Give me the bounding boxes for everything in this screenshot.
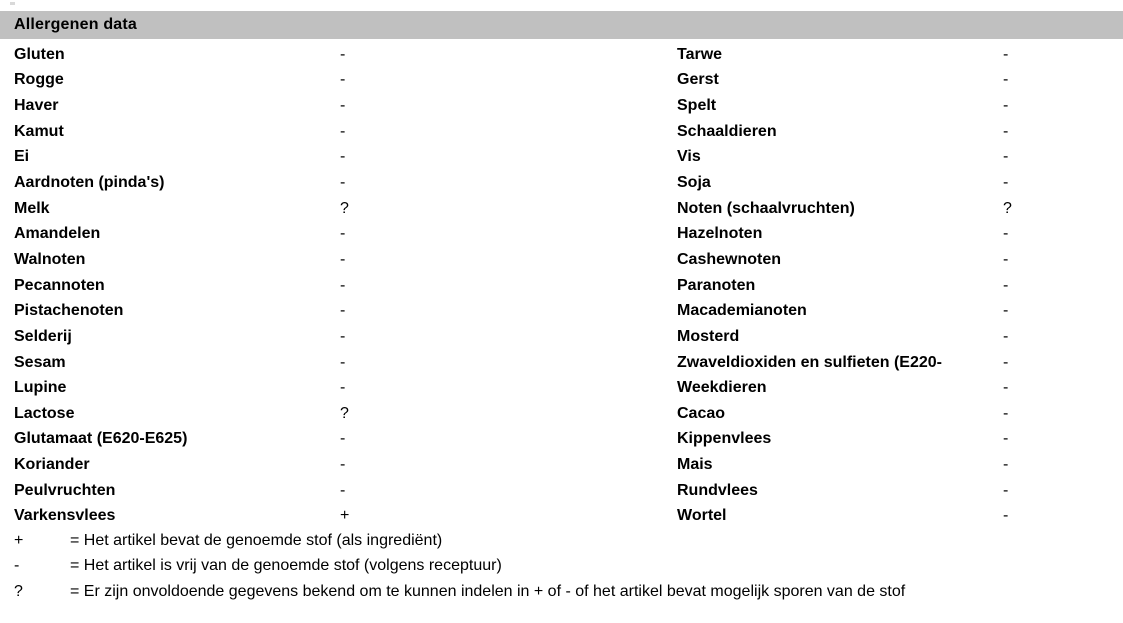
allergen-value-right: - — [1003, 250, 1009, 268]
legend-symbol: - — [14, 557, 20, 575]
allergen-label-right: Spelt — [677, 97, 717, 115]
allergen-value-right: - — [1003, 225, 1009, 243]
allergen-value-left: + — [340, 507, 350, 525]
allergen-value-left: - — [340, 122, 346, 140]
allergen-label-right: Schaaldieren — [677, 122, 777, 140]
allergen-label-right: Vis — [677, 148, 701, 166]
allergen-value-left: - — [340, 225, 346, 243]
allergen-value-right: - — [1003, 430, 1009, 448]
allergen-label-left: Koriander — [14, 456, 90, 474]
allergen-label-right: Noten (schaalvruchten) — [677, 199, 855, 217]
allergen-value-right: - — [1003, 456, 1009, 474]
allergen-label-left: Rogge — [14, 71, 64, 89]
allergen-value-left: - — [340, 481, 346, 499]
allergen-label-left: Gluten — [14, 45, 65, 63]
allergen-value-right: - — [1003, 276, 1009, 294]
allergen-value-right: - — [1003, 174, 1009, 192]
allergen-value-left: - — [340, 250, 346, 268]
allergen-value-right: - — [1003, 353, 1009, 371]
legend — [0, 528, 1123, 605]
section-header — [0, 11, 1123, 39]
allergen-label-right: Weekdieren — [677, 379, 767, 397]
scan-artifact — [10, 2, 15, 5]
allergen-value-left: - — [340, 276, 346, 294]
allergen-value-left: - — [340, 45, 346, 63]
allergen-value-right: - — [1003, 45, 1009, 63]
allergen-value-right: - — [1003, 481, 1009, 499]
allergen-label-left: Sesam — [14, 353, 66, 371]
allergen-label-right: Paranoten — [677, 276, 756, 294]
allergen-label-left: Walnoten — [14, 250, 86, 268]
allergen-value-left: - — [340, 174, 346, 192]
allergen-label-left: Peulvruchten — [14, 481, 116, 499]
allergen-value-right: - — [1003, 302, 1009, 320]
allergen-value-right: - — [1003, 122, 1009, 140]
allergen-label-right: Hazelnoten — [677, 225, 763, 243]
allergen-label-left: Ei — [14, 148, 30, 166]
allergen-value-left: ? — [340, 404, 349, 422]
allergen-label-left: Lactose — [14, 404, 75, 422]
allergen-label-left: Varkensvlees — [14, 507, 116, 525]
allergen-value-right: - — [1003, 97, 1009, 115]
allergen-value-right: - — [1003, 148, 1009, 166]
allergen-label-left: Pistachenoten — [14, 302, 124, 320]
allergen-value-left: - — [340, 302, 346, 320]
allergen-value-right: - — [1003, 404, 1009, 422]
legend-definition: = Er zijn onvoldoende gegevens bekend om te kunnen indelen in + of - of het artikel bevat mogelijk sporen van de stof — [70, 582, 906, 600]
allergen-label-right: Mosterd — [677, 327, 740, 345]
allergen-label-right: Gerst — [677, 71, 719, 89]
legend-symbol: + — [14, 531, 24, 549]
allergen-label-left: Aardnoten (pinda's) — [14, 174, 165, 192]
allergen-label-left: Amandelen — [14, 225, 101, 243]
allergen-label-left: Selderij — [14, 327, 72, 345]
allergen-label-right: Wortel — [677, 507, 727, 525]
allergen-value-right: - — [1003, 379, 1009, 397]
allergen-value-left: - — [340, 148, 346, 166]
allergen-label-left: Haver — [14, 97, 59, 115]
allergen-label-right: Cacao — [677, 404, 726, 422]
allergen-label-right: Tarwe — [677, 45, 723, 63]
legend-definition: = Het artikel is vrij van de genoemde stof (volgens receptuur) — [70, 557, 502, 575]
allergen-value-left: - — [340, 353, 346, 371]
allergen-label-right: Soja — [677, 174, 711, 192]
allergen-value-right: - — [1003, 507, 1009, 525]
allergen-label-right: Rundvlees — [677, 481, 758, 499]
allergen-label-right: Mais — [677, 456, 713, 474]
allergen-label-right: Kippenvlees — [677, 430, 772, 448]
allergen-value-left: - — [340, 71, 346, 89]
allergen-label-right: Zwaveldioxiden en sulfieten (E220- — [677, 353, 942, 371]
allergen-value-right: - — [1003, 71, 1009, 89]
allergen-value-right: - — [1003, 327, 1009, 345]
section-title: Allergenen data — [14, 16, 138, 33]
allergen-value-left: - — [340, 97, 346, 115]
allergen-label-left: Kamut — [14, 122, 64, 140]
allergen-value-left: - — [340, 430, 346, 448]
allergen-label-left: Pecannoten — [14, 276, 105, 294]
allergen-label-right: Cashewnoten — [677, 250, 782, 268]
allergen-label-left: Melk — [14, 199, 50, 217]
legend-symbol: ? — [14, 582, 23, 600]
allergen-table — [0, 42, 1123, 529]
allergen-label-left: Glutamaat (E620-E625) — [14, 430, 188, 448]
allergen-label-left: Lupine — [14, 379, 67, 397]
allergen-value-left: - — [340, 456, 346, 474]
allergen-label-right: Macademianoten — [677, 302, 807, 320]
allergen-value-right: ? — [1003, 199, 1012, 217]
allergen-value-left: - — [340, 327, 346, 345]
allergen-value-left: ? — [340, 199, 349, 217]
allergen-value-left: - — [340, 379, 346, 397]
legend-definition: = Het artikel bevat de genoemde stof (als ingrediënt) — [70, 531, 443, 549]
